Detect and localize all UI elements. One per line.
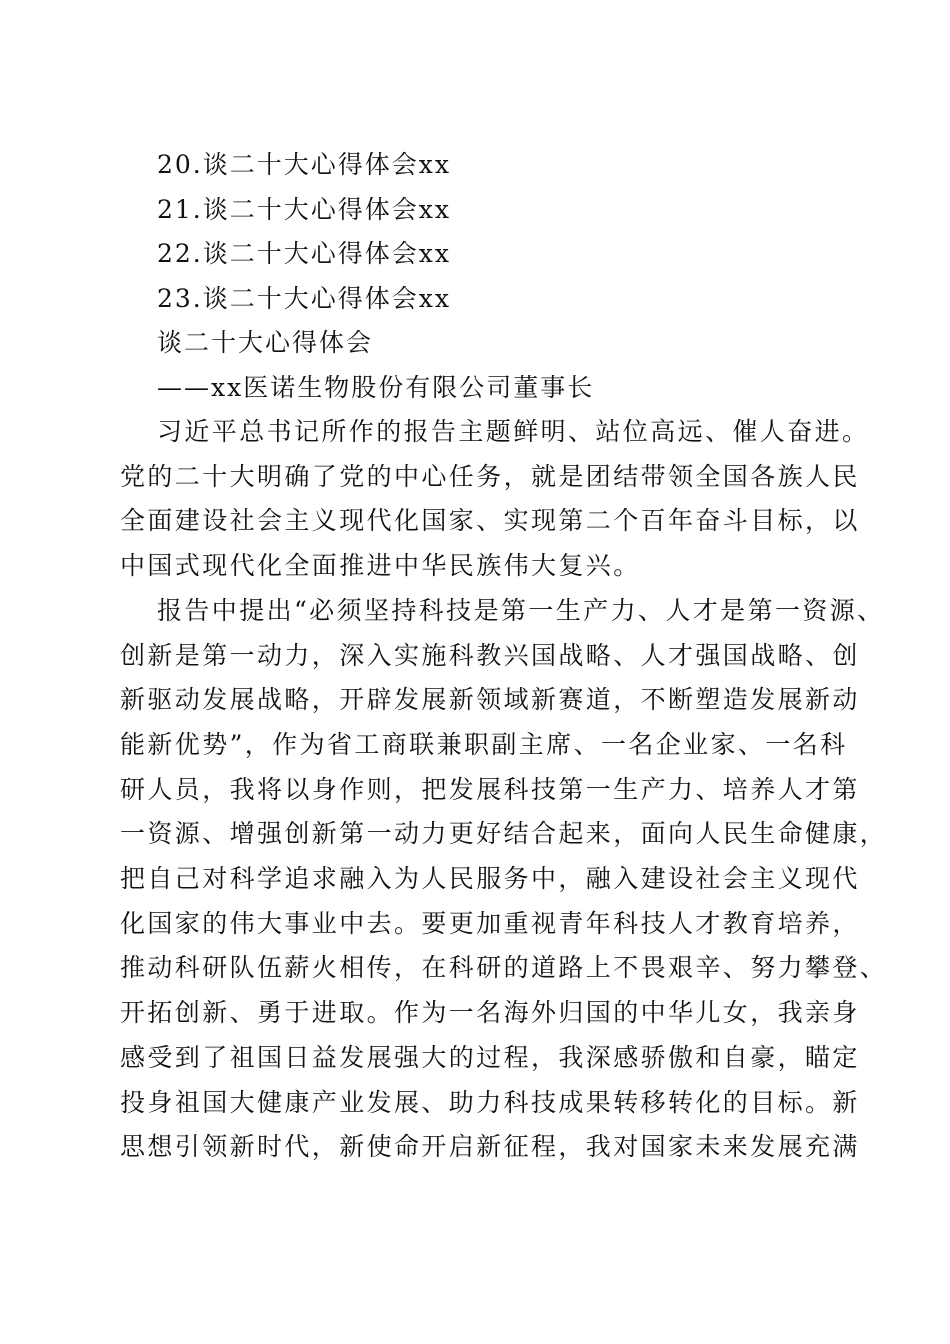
toc-item-21: 21.谈二十大心得体会xx: [157, 194, 451, 224]
toc-item-22: 22.谈二十大心得体会xx: [157, 239, 451, 268]
paragraph-line: 中国式现代化全面推进中华民族伟大复兴。: [120, 551, 641, 581]
paragraph-line: 把自己对科学追求融入为人民服务中，融入建设社会主义现代: [120, 864, 860, 894]
paragraph-1: [120, 410, 870, 589]
paragraph-2: [120, 589, 888, 1170]
paragraph-line: 感受到了祖国日益发展强大的过程，我深感骄傲和自豪，瞄定: [120, 1042, 860, 1072]
article-title: 谈二十大心得体会: [157, 328, 374, 357]
paragraph-line: 全面建设社会主义现代化国家、实现第二个百年奋斗目标，以: [120, 506, 860, 536]
paragraph-line: 一资源、增强创新第一动力更好结合起来，面向人民生命健康，: [120, 819, 888, 849]
toc-item-23: 23.谈二十大心得体会xx: [157, 283, 451, 313]
paragraph-line: 投身祖国大健康产业发展、助力科技成果转移转化的目标。新: [120, 1087, 860, 1117]
paragraph-line: 习近平总书记所作的报告主题鲜明、站位高远、催人奋进。: [157, 417, 870, 446]
paragraph-line: 党的二十大明确了党的中心任务，就是团结带领全国各族人民: [120, 461, 860, 491]
toc-item-20: 20.谈二十大心得体会xx: [157, 150, 451, 179]
article-body: [120, 410, 888, 1170]
paragraph-line: 开拓创新、勇于进取。作为一名海外归国的中华儿女，我亲身: [120, 998, 860, 1028]
paragraph-line: 新驱动发展战略，开辟发展新领域新赛道，不断塑造发展新动: [120, 685, 860, 715]
paragraph-line: 研人员，我将以身作则，把发展科技第一生产力、培养人才第: [120, 774, 860, 804]
paragraph-line: 思想引领新时代，新使命开启新征程，我对国家未来发展充满: [120, 1132, 860, 1162]
article-byline: ——xx医诺生物股份有限公司董事长: [157, 372, 595, 402]
paragraph-line: 报告中提出“必须坚持科技是第一生产力、人才是第一资源、: [157, 595, 885, 625]
paragraph-line: 能新优势”，作为省工商联兼职副主席、一名企业家、一名科: [120, 729, 848, 759]
paragraph-line: 化国家的伟大事业中去。要更加重视青年科技人才教育培养，: [120, 908, 860, 938]
paragraph-line: 创新是第一动力，深入实施科教兴国战略、人才强国战略、创: [120, 640, 860, 670]
paragraph-line: 推动科研队伍薪火相传，在科研的道路上不畏艰辛、努力攀登、: [120, 953, 888, 983]
table-of-contents: [157, 143, 857, 410]
